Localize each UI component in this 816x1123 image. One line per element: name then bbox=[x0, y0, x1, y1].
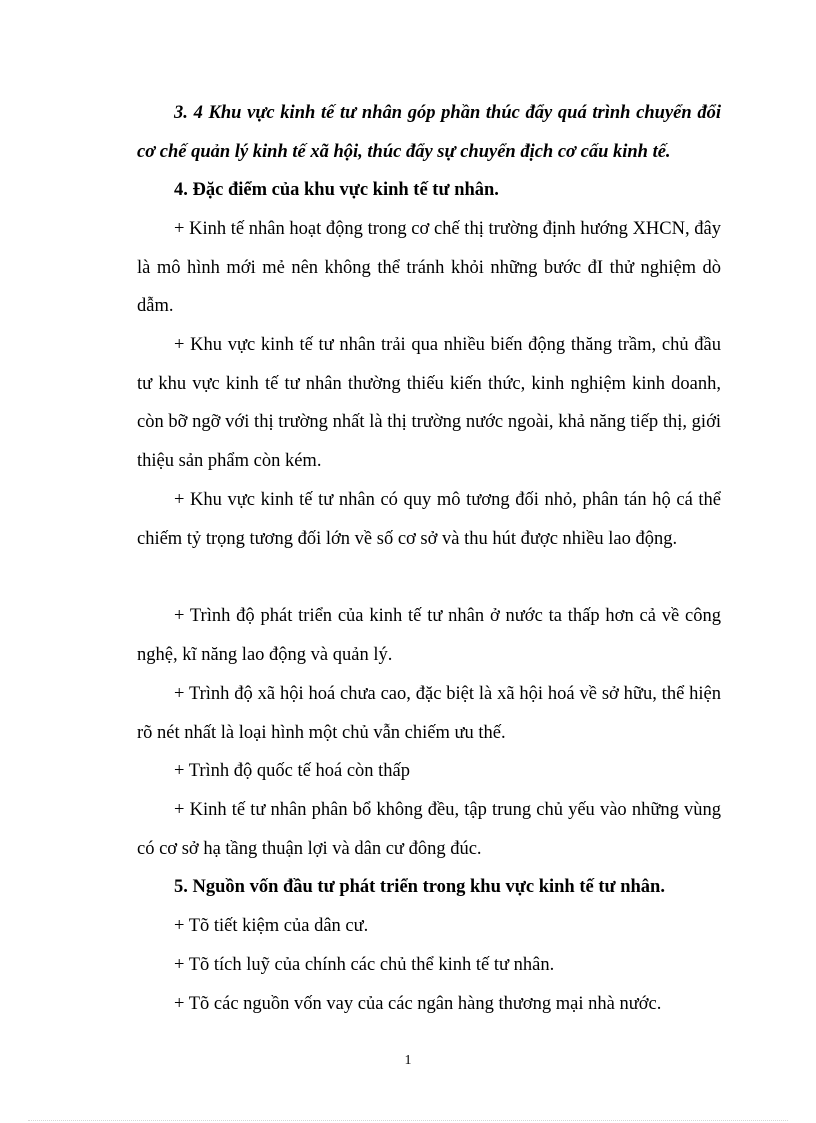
paragraph-development-level: + Trình độ phát triển của kinh tế tư nhân ở nước ta thấp hơn cả về công nghệ, kĩ năng lao động và quản lý. bbox=[137, 606, 721, 665]
list-item-loans: + Tõ các nguồn vốn vay của các ngân hàng thương mại nhà nước. bbox=[174, 994, 662, 1014]
list-item-accumulation: + Tõ tích luỹ của chính các chủ thể kinh tế tư nhân. bbox=[174, 955, 555, 975]
paragraph-scale: + Khu vực kinh tế tư nhân có quy mô tương đối nhỏ, phân tán hộ cá thể chiếm tỷ trọng tương đối lớn về số cơ sở và thu hút được nhiều lao động. bbox=[137, 490, 721, 549]
paragraph-internationalization: + Trình độ quốc tế hoá còn thấp bbox=[174, 761, 411, 781]
paragraph-fluctuations: + Khu vực kinh tế tư nhân trải qua nhiều biến động thăng trầm, chủ đầu tư khu vực kinh tế tư nhân thường thiếu kiến thức, kinh nghiệm kinh doanh, còn bỡ ngỡ với thị trường nhất là thị trường nước ngoài, khả năng tiếp thị, giới thiệu sản phẩm còn kém. bbox=[137, 335, 721, 471]
paragraph-distribution: + Kinh tế tư nhân phân bổ không đều, tập trung chủ yếu vào những vùng có cơ sở hạ tầng thuận lợi và dân cư đông đúc. bbox=[137, 800, 721, 859]
section-heading-3-4: 3. 4 Khu vực kinh tế tư nhân góp phần thúc đẩy quá trình chuyển đổi cơ chế quản lý kinh tế xã hội, thúc đẩy sự chuyển địch cơ cấu kinh tế. bbox=[137, 103, 721, 162]
section-heading-5: 5. Nguồn vốn đầu tư phát triển trong khu vực kinh tế tư nhân. bbox=[174, 877, 665, 897]
section-heading-4: 4. Đặc điểm của khu vực kinh tế tư nhân. bbox=[174, 180, 499, 200]
page-bottom-divider bbox=[28, 1120, 788, 1121]
list-item-savings: + Tõ tiết kiệm của dân cư. bbox=[174, 916, 369, 936]
paragraph-socialization: + Trình độ xã hội hoá chưa cao, đặc biệt là xã hội hoá về sở hữu, thể hiện rõ nét nhất là loại hình một chủ vẫn chiếm ưu thế. bbox=[137, 684, 721, 743]
paragraph-market-mechanism: + Kinh tế nhân hoạt động trong cơ chế thị trường định hướng XHCN, đây là mô hình mới mẻ nên không thể tránh khỏi những bước đI thử nghiệm dò dẫm. bbox=[137, 219, 721, 316]
page-number: 1 bbox=[404, 1053, 412, 1068]
